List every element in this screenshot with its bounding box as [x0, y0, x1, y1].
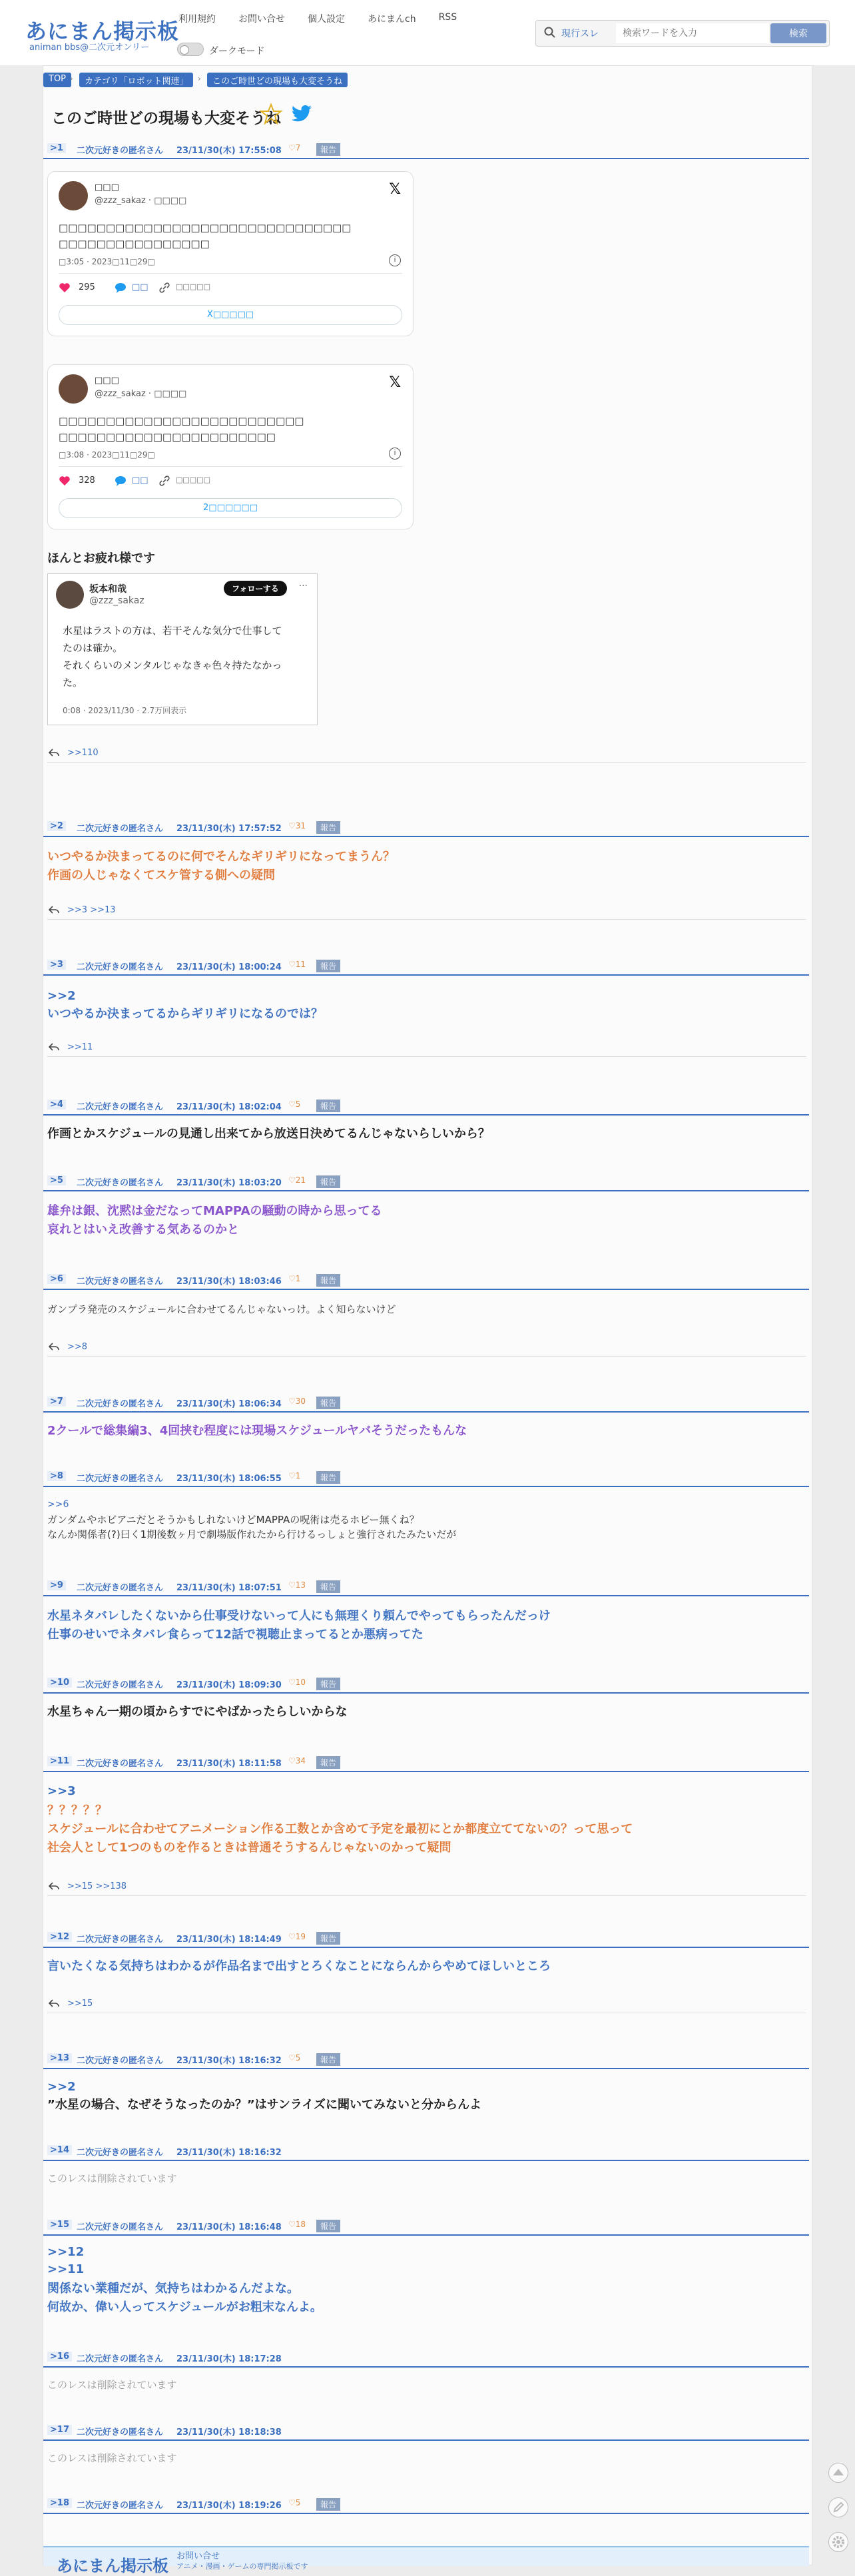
post-header [43, 142, 809, 159]
tweet-time: □3:08 · 2023□11□29□ [59, 450, 155, 460]
like-button[interactable]: ♡21 [288, 1175, 306, 1185]
tweet-handle: @zzz_sakaz [89, 595, 144, 606]
reply-arrow-icon [49, 748, 59, 757]
search-input[interactable] [616, 23, 769, 43]
report-button[interactable]: 報告 [316, 2498, 340, 2511]
poster-name: 二次元好きの匿名さん [77, 1178, 164, 1188]
like-button[interactable]: ♡11 [288, 960, 306, 969]
like-button[interactable]: ♡30 [288, 1397, 306, 1406]
poster-name: 二次元好きの匿名さん [77, 2501, 164, 2511]
post-body: 関係ない業種だが、気持ちはわかるんだよな。 何故か、偉い人ってスケジュールがお粗末なんよ。 [47, 2282, 322, 2314]
more-icon[interactable]: ··· [298, 581, 308, 591]
post-date: 23/11/30(木) 17:55:08 [176, 146, 282, 156]
post-date: 23/11/30(木) 18:14:49 [176, 1935, 282, 1945]
poster-name: 二次元好きの匿名さん [77, 824, 164, 834]
like-button[interactable]: ♡5 [288, 2498, 301, 2507]
report-button[interactable]: 報告 [316, 1274, 340, 1287]
site-logo[interactable]: あにまん掲示板 [25, 19, 180, 44]
report-button[interactable]: 報告 [316, 1756, 340, 1769]
reply-anchors[interactable]: >>8 [67, 1342, 88, 1352]
embedded-tweet[interactable] [47, 171, 414, 336]
reply-anchors[interactable]: >>11 [67, 1042, 93, 1052]
reply-arrow-icon [49, 1342, 59, 1351]
post-header [43, 1098, 809, 1116]
tweet-like-count: 328 [79, 476, 95, 485]
like-button[interactable]: ♡18 [288, 2220, 306, 2229]
reply-arrow-icon [49, 1042, 59, 1052]
post-number[interactable]: >14 [47, 2145, 72, 2155]
post-number[interactable]: >15 [47, 2220, 72, 2230]
reply-anchors[interactable]: >>110 [67, 748, 99, 758]
poster-name: 二次元好きの匿名さん [77, 1935, 164, 1945]
tweet-body: □□□□□□□□□□□□□□□□□□□□□□□□□□□□□□□ □□□□□□□□□□□□□□□□ [59, 222, 352, 250]
like-button[interactable]: ♡10 [288, 1678, 306, 1687]
poster-name: 二次元好きの匿名さん [77, 2354, 164, 2364]
post-number[interactable]: >4 [47, 1100, 66, 1110]
post-header [43, 2218, 809, 2236]
post-number[interactable]: >16 [47, 2352, 72, 2362]
post-body: ？？？？？ スケジュールに合わせてアニメーション作る工数とか含めて予定を最初にとか都度立ててないの？って思って 社会人として1つのものを作るときは普通そうするんじゃないのかって疑問 [47, 1803, 633, 1855]
post-number[interactable]: >10 [47, 1678, 72, 1688]
report-button[interactable]: 報告 [316, 821, 340, 834]
x-logo-icon: 𝕏 [389, 181, 401, 198]
reply-list [47, 745, 806, 763]
heart-icon[interactable] [59, 476, 71, 486]
like-button[interactable]: ♡5 [288, 2053, 301, 2063]
reply-anchors[interactable]: >>15 [67, 1999, 93, 2009]
post-date: 23/11/30(木) 18:11:58 [176, 1759, 282, 1769]
reply-anchors[interactable]: >>15 >>138 [67, 1881, 127, 1891]
reply-list [47, 1879, 806, 1896]
post-date: 23/11/30(木) 18:06:34 [176, 1399, 282, 1409]
reply-anchors[interactable]: >>3 >>13 [67, 905, 116, 915]
like-button[interactable]: ♡34 [288, 1756, 306, 1766]
tweet-body: □□□□□□□□□□□□□□□□□□□□□□□□□□ □□□□□□□□□□□□□□□□□□□□□□□ [59, 415, 304, 443]
poster-name: 二次元好きの匿名さん [77, 2148, 164, 2158]
reply-list [47, 1996, 806, 2013]
post-number[interactable]: >5 [47, 1175, 66, 1185]
search-icon [544, 27, 556, 39]
post-header [43, 2350, 809, 2368]
tweet-time: □3:05 · 2023□11□29□ [59, 257, 155, 266]
footer-logo[interactable]: あにまん掲示板 [57, 2557, 168, 2575]
post-date: 23/11/30(木) 18:03:46 [176, 1277, 282, 1287]
post-header [43, 958, 809, 976]
poster-name: 二次元好きの匿名さん [77, 1759, 164, 1769]
post-date: 23/11/30(木) 17:57:52 [176, 824, 282, 834]
like-button[interactable]: ♡13 [288, 1580, 306, 1590]
nav-terms[interactable]: 利用規約 [178, 14, 216, 25]
dark-mode-label: ダークモード [209, 46, 265, 57]
post-body: いつやるか決まってるからギリギリになるのでは？ [47, 1007, 323, 1021]
post-date: 23/11/30(木) 18:16:32 [176, 2148, 282, 2158]
post-body: 水星ちゃん一期の頃からすでにやばかったらしいからな [47, 1705, 348, 1719]
reply-anchor-link[interactable]: >>12 [47, 2245, 85, 2259]
poster-name: 二次元好きの匿名さん [77, 1277, 164, 1287]
post-body: 雄弁は銀、沈黙は金だなってMAPPAの騒動の時から思ってる 哀れとはいえ改善する気あるのかと [47, 1204, 382, 1237]
post-date: 23/11/30(木) 18:00:24 [176, 962, 282, 972]
post-header [43, 1931, 809, 1948]
search-bar [535, 20, 830, 47]
tweet-link-label[interactable]: □□□□□ [176, 476, 210, 484]
post-date: 23/11/30(木) 18:17:28 [176, 2354, 282, 2364]
reply-list [47, 1040, 806, 1057]
breadcrumb-thread[interactable]: このご時世どの現場も大変そうね [207, 73, 348, 87]
like-button[interactable]: ♡1 [288, 1471, 301, 1480]
info-icon[interactable]: i [389, 254, 401, 266]
report-button[interactable]: 報告 [316, 1175, 340, 1188]
poster-name: 二次元好きの匿名さん [77, 962, 164, 972]
divider [59, 273, 402, 274]
post-header [43, 1395, 809, 1413]
post-date: 23/11/30(木) 18:06:55 [176, 1474, 282, 1484]
post-body: 言いたくなる気持ちはわかるが作品名まで出すとろくなことにならんからやめてほしいところ [47, 1959, 551, 1973]
post-header [43, 1676, 809, 1694]
tweet-reply-label[interactable]: □□ [132, 282, 148, 292]
reply-bubble-icon[interactable] [115, 282, 127, 293]
reply-anchor-link[interactable]: >>3 [47, 1784, 76, 1798]
nav-animanch[interactable]: あにまんch [368, 14, 416, 25]
dark-mode-toggle[interactable] [177, 43, 204, 56]
breadcrumb-category[interactable]: カテゴリ「ロボット関連」 [79, 73, 193, 87]
tweet-body: 水星はラストの方は、若干そんな気分で仕事して たのは確か。 それくらいのメンタルじゃなきゃ色々持たなかっ た。 [63, 625, 282, 689]
poster-name: 二次元好きの匿名さん [77, 1399, 164, 1409]
site-logo-sub: animan bbs@二次元オンリー [29, 43, 150, 53]
post-body: ガンプラ発売のスケジュールに合わせてるんじゃないっけ。よく知らないけど [47, 1303, 396, 1315]
footer-banner [43, 2546, 809, 2575]
post-header [43, 1579, 809, 1596]
reply-list [47, 1339, 806, 1357]
post-number[interactable]: >7 [47, 1397, 66, 1407]
write-post-icon[interactable] [828, 2497, 848, 2517]
site-header [0, 0, 855, 65]
deleted-post-notice: このレスは削除されています [47, 2379, 177, 2391]
poster-name: 二次元好きの匿名さん [77, 146, 164, 156]
tweet-like-count: 295 [79, 282, 95, 292]
report-button[interactable]: 報告 [316, 2220, 340, 2232]
poster-name: 二次元好きの匿名さん [77, 1680, 164, 1690]
post-body: 作画とかスケジュールの見通し出来てから放送日決めてるんじゃないらしいから？ [47, 1127, 490, 1141]
breadcrumb-separator: › [70, 74, 73, 83]
post-header [43, 1755, 809, 1772]
post-body: いつやるか決まってるのに何でそんなギリギリになってまうん？ 作画の人じゃなくてスケ管する側への疑問 [47, 850, 395, 882]
post-header [43, 820, 809, 837]
embedded-tweet[interactable] [47, 364, 414, 529]
like-button[interactable]: ♡5 [288, 1100, 301, 1109]
poster-name: 二次元好きの匿名さん [77, 2056, 164, 2066]
report-button[interactable]: 報告 [316, 1471, 340, 1484]
post-header [43, 2052, 809, 2069]
reply-bubble-icon[interactable] [115, 476, 127, 486]
post-date: 23/11/30(木) 18:03:20 [176, 1178, 282, 1188]
thread-title: このご時世どの現場も大変そうね [51, 110, 281, 127]
report-button[interactable]: 報告 [316, 960, 340, 972]
post-date: 23/11/30(木) 18:09:30 [176, 1680, 282, 1690]
report-button[interactable]: 報告 [316, 1580, 340, 1593]
footer-contact-link[interactable]: お問い合せ [176, 2551, 220, 2561]
post-header [43, 1174, 809, 1191]
post-number[interactable]: >12 [47, 1932, 72, 1942]
favorite-star-icon[interactable] [260, 103, 282, 125]
tweet-read-more-button[interactable]: X□□□□□ [59, 305, 402, 325]
post-body: 水星ネタバレしたくないから仕事受けないって人にも無理くり頼んでやってもらったんだっけ 仕事のせいでネタバレ食らって12話で視聴止まってるとか悪病ってた [47, 1609, 551, 1642]
post-body: ほんとお疲れ様です [47, 551, 155, 565]
divider [59, 466, 402, 467]
follow-button[interactable]: フォローする [224, 581, 287, 596]
search-button[interactable]: 検索 [770, 23, 826, 43]
post-date: 23/11/30(木) 18:16:32 [176, 2056, 282, 2066]
report-button[interactable]: 報告 [316, 1932, 340, 1945]
tweet-author: □□□ [95, 376, 119, 386]
report-button[interactable]: 報告 [316, 2053, 340, 2066]
reply-arrow-icon [49, 1999, 59, 2008]
heart-icon[interactable] [59, 282, 71, 293]
reply-list [47, 902, 806, 920]
post-header [43, 2144, 809, 2161]
gear-icon[interactable] [828, 2532, 848, 2552]
avatar [59, 374, 88, 404]
reply-arrow-icon [49, 905, 59, 914]
reply-anchor-link[interactable]: >>11 [47, 2262, 85, 2276]
poster-name: 二次元好きの匿名さん [77, 2427, 164, 2437]
nav-rss[interactable]: RSS [438, 12, 457, 23]
post-date: 23/11/30(木) 18:19:26 [176, 2501, 282, 2511]
tweet-handle: @zzz_sakaz · □□□□ [95, 196, 187, 206]
x-logo-icon: 𝕏 [389, 374, 401, 391]
report-button[interactable]: 報告 [316, 1100, 340, 1112]
tweet-author: 坂本和哉 [89, 584, 127, 595]
report-button[interactable]: 報告 [316, 1397, 340, 1409]
tweet-read-more-button[interactable]: 2□□□□□□ [59, 498, 402, 518]
poster-name: 二次元好きの匿名さん [77, 1102, 164, 1112]
post-date: 23/11/30(木) 18:18:38 [176, 2427, 282, 2437]
scroll-top-icon[interactable] [828, 2463, 848, 2483]
breadcrumb-top[interactable]: TOP [43, 73, 71, 87]
tweet-reply-label[interactable]: □□ [132, 476, 148, 485]
avatar [56, 581, 84, 609]
tweet-link-label[interactable]: □□□□□ [176, 282, 210, 291]
post-date: 23/11/30(木) 18:16:48 [176, 2222, 282, 2232]
link-icon[interactable] [158, 282, 170, 293]
post-header [43, 1273, 809, 1290]
poster-name: 二次元好きの匿名さん [77, 1583, 164, 1593]
reply-anchor-link[interactable]: >>2 [47, 989, 76, 1003]
post-number[interactable]: >17 [47, 2425, 72, 2435]
post-number[interactable]: >18 [47, 2498, 72, 2508]
reply-anchor-link[interactable]: >>2 [47, 2080, 76, 2094]
info-icon[interactable]: i [389, 448, 401, 460]
post-number[interactable]: >1 [47, 143, 66, 153]
post-header [43, 2423, 809, 2441]
tweet-handle: @zzz_sakaz · □□□□ [95, 389, 187, 399]
post-body: ガンダムやホビアニだとそうかもしれないけどMAPPAの呪術は売るホビー無くね？ なんか関係者(?)曰く1期後数ヶ月で劇場版作れたから行けるっしょと強行されたみたいだが [47, 1514, 457, 1540]
post-date: 23/11/30(木) 18:02:04 [176, 1102, 282, 1112]
twitter-share-icon[interactable] [291, 105, 312, 123]
deleted-post-notice: このレスは削除されています [47, 2172, 177, 2184]
post-number[interactable]: >13 [47, 2053, 72, 2063]
footer-description: アニメ・漫画・ゲームの専門掲示板です [176, 2562, 308, 2571]
avatar [59, 181, 88, 210]
post-number[interactable]: >2 [47, 821, 66, 831]
like-button[interactable]: ♡19 [288, 1932, 306, 1941]
deleted-post-notice: このレスは削除されています [47, 2452, 177, 2464]
post-number[interactable]: >8 [47, 1471, 66, 1481]
report-button[interactable]: 報告 [316, 1678, 340, 1690]
post-number[interactable]: >11 [47, 1756, 72, 1766]
nav-contact[interactable]: お問い合せ [238, 14, 285, 25]
post-body: 2クールで総集編3、4回挟む程度には現場スケジュールヤバそうだったもんな [47, 1424, 467, 1438]
reply-anchor-link[interactable]: >>6 [47, 1499, 69, 1510]
post-number[interactable]: >6 [47, 1274, 66, 1284]
thread-container [43, 65, 812, 2575]
reply-arrow-icon [49, 1881, 59, 1891]
poster-name: 二次元好きの匿名さん [77, 2222, 164, 2232]
tweet-author: □□□ [95, 182, 119, 192]
like-button[interactable]: ♡31 [288, 821, 306, 830]
post-number[interactable]: >3 [47, 960, 66, 970]
poster-name: 二次元好きの匿名さん [77, 1474, 164, 1484]
nav-settings[interactable]: 個人設定 [308, 14, 345, 25]
top-nav [178, 12, 457, 25]
embedded-tweet[interactable] [47, 573, 318, 725]
breadcrumb-separator: › [198, 74, 201, 83]
post-header [43, 1470, 809, 1487]
post-header [43, 2497, 809, 2514]
search-scope-select[interactable]: 現行スレ [561, 29, 599, 39]
tweet-time: 0:08 · 2023/11/30 · 2.7万回表示 [63, 706, 187, 715]
post-number[interactable]: >9 [47, 1580, 66, 1590]
post-date: 23/11/30(木) 18:07:51 [176, 1583, 282, 1593]
post-body: ”水星の場合、なぜそうなったのか？”はサンライズに聞いてみないと分からんよ [47, 2098, 482, 2112]
report-button[interactable]: 報告 [316, 143, 340, 156]
like-button[interactable]: ♡7 [288, 143, 301, 153]
like-button[interactable]: ♡1 [288, 1274, 301, 1283]
link-icon[interactable] [158, 476, 170, 486]
